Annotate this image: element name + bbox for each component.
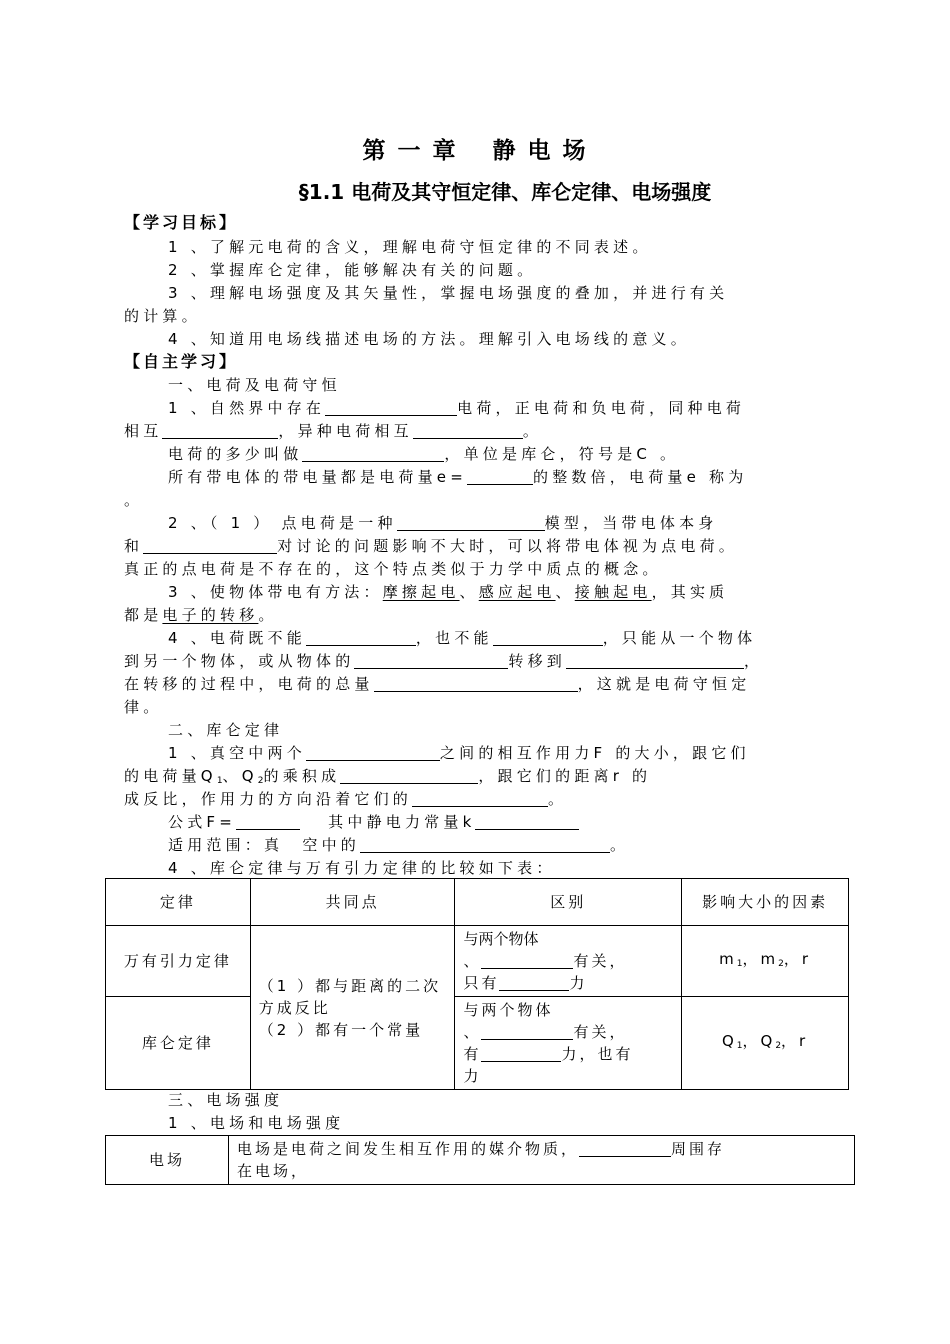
self-study-heading: 【自主学习】 [124,352,239,371]
comparison-table [105,878,849,1090]
blank[interactable] [397,515,545,531]
blank[interactable] [475,814,579,830]
q4-line: 4 、库仑定律与万有引力定律的比较如下表： [168,859,556,877]
row1-law: 万有引力定律 [106,926,251,997]
p6c-line: 在转移的过程中，电荷的总量 ，这就是电荷守恒定 [124,675,751,693]
p1-line: 1 、自然界中存在 电荷，正电荷和负电荷，同种电荷 [168,399,746,417]
p3b-line: 。 [124,491,144,509]
p1b-line: 相互 ，异种电荷相互 。 [124,422,543,440]
blank[interactable] [302,446,444,462]
p4b-line: 和 对讨论的问题影响不大时，可以将带电体视为点电荷。 [124,537,739,555]
objective-2: 2 、掌握库仑定律，能够解决有关的问题。 [168,261,537,279]
blank[interactable] [493,630,603,646]
blank[interactable] [579,1141,671,1157]
part3-sub: 1 、电场和电场强度 [168,1114,345,1132]
p5b-line: 都是电子的转移。 [124,606,278,624]
part1-title: 一、电荷及电荷守恒 [168,376,341,394]
blank[interactable] [467,469,533,485]
p6b-line: 到另一个物体，或从物体的 转移到 ， [124,652,764,670]
row2-factor: $Q_1$，$Q_2$，r [682,997,849,1090]
blank[interactable] [481,953,573,969]
objective-4: 4 、知道用电场线描述电场的方法。理解引入电场线的意义。 [168,330,690,348]
q1c-line: 成反比，作用力的方向沿着它们的 。 [124,790,568,808]
blank[interactable] [374,676,578,692]
blank[interactable] [354,653,508,669]
p6d-line: 律。 [124,698,163,716]
objective-3: 3 、理解电场强度及其矢量性，掌握电场强度的叠加，并进行有关 [168,284,729,302]
blank[interactable] [236,814,300,830]
header-diff: 区别 [455,879,682,926]
blank[interactable] [413,423,523,439]
section-title: §1.1 电荷及其守恒定律、库仑定律、电场强度 [298,180,712,204]
blank[interactable] [162,423,278,439]
field-text: 电场是电荷之间发生相互作用的媒介物质， 周围存 在电场， [229,1136,855,1185]
field-table [105,1135,855,1185]
blank[interactable] [499,975,569,991]
blank[interactable] [412,791,548,807]
field-label: 电场 [106,1136,229,1185]
header-factor: 影响大小的因素 [682,879,849,926]
blank[interactable] [306,630,416,646]
objective-3-cont: 的计算。 [124,307,201,325]
p4-line: 2 、（ 1 ） 点电荷是一种 模型，当带电体本身 [168,514,718,532]
blank[interactable] [360,837,610,853]
objective-1: 1 、了解元电荷的含义，理解电荷守恒定律的不同表述。 [168,238,652,256]
q1-line: 1 、真空中两个 之间的相互作用力F 的大小，跟它们 [168,744,750,762]
chapter-title: 第 一 章 静 电 场 [362,138,588,164]
p5-line: 3 、使物体带电有方法：摩擦起电、感应起电、接触起电，其实质 [168,583,729,601]
q3-line: 适用范围：真 空中的 。 [168,836,630,854]
p4c-line: 真正的点电荷是不存在的，这个特点类似于力学中质点的概念。 [124,560,662,578]
objectives-heading: 【学习目标】 [124,213,239,232]
blank[interactable] [325,400,457,416]
p2-line: 电荷的多少叫做 ，单位是库仑，符号是C 。 [168,445,680,463]
part2-title: 二、库仑定律 [168,721,284,739]
part3-title: 三、电场强度 [168,1091,284,1109]
p6-line: 4 、电荷既不能 ，也不能 ，只能从一个物体 [168,629,757,647]
p3-line: 所有带电体的带电量都是电荷量e= 的整数倍，电荷量e 称为 [168,468,748,486]
blank[interactable] [143,538,277,554]
row2-diff: 与两个物体 、 有关， 有 力，也有 力 [455,997,682,1090]
blank[interactable] [340,768,478,784]
q2-line: 公式F= 其中静电力常量k [168,811,824,833]
common-cell: （1 ）都与距离的二次方成反比 （2 ）都有一个常量 [250,926,455,1090]
row2-law: 库仑定律 [106,997,251,1090]
blank[interactable] [481,1046,561,1062]
blank[interactable] [566,653,744,669]
header-common: 共同点 [250,879,455,926]
blank[interactable] [481,1024,573,1040]
row1-diff: 与两个物体 、 有关， 只有 力 [455,926,682,997]
blank[interactable] [306,745,440,761]
row1-factor: $m_1$，$m_2$，r [682,926,849,997]
header-law: 定律 [106,879,251,926]
q1b-line: 的电荷量$Q_1$、$Q_2$的乘积成 ，跟它们的距离r 的 [124,767,652,786]
